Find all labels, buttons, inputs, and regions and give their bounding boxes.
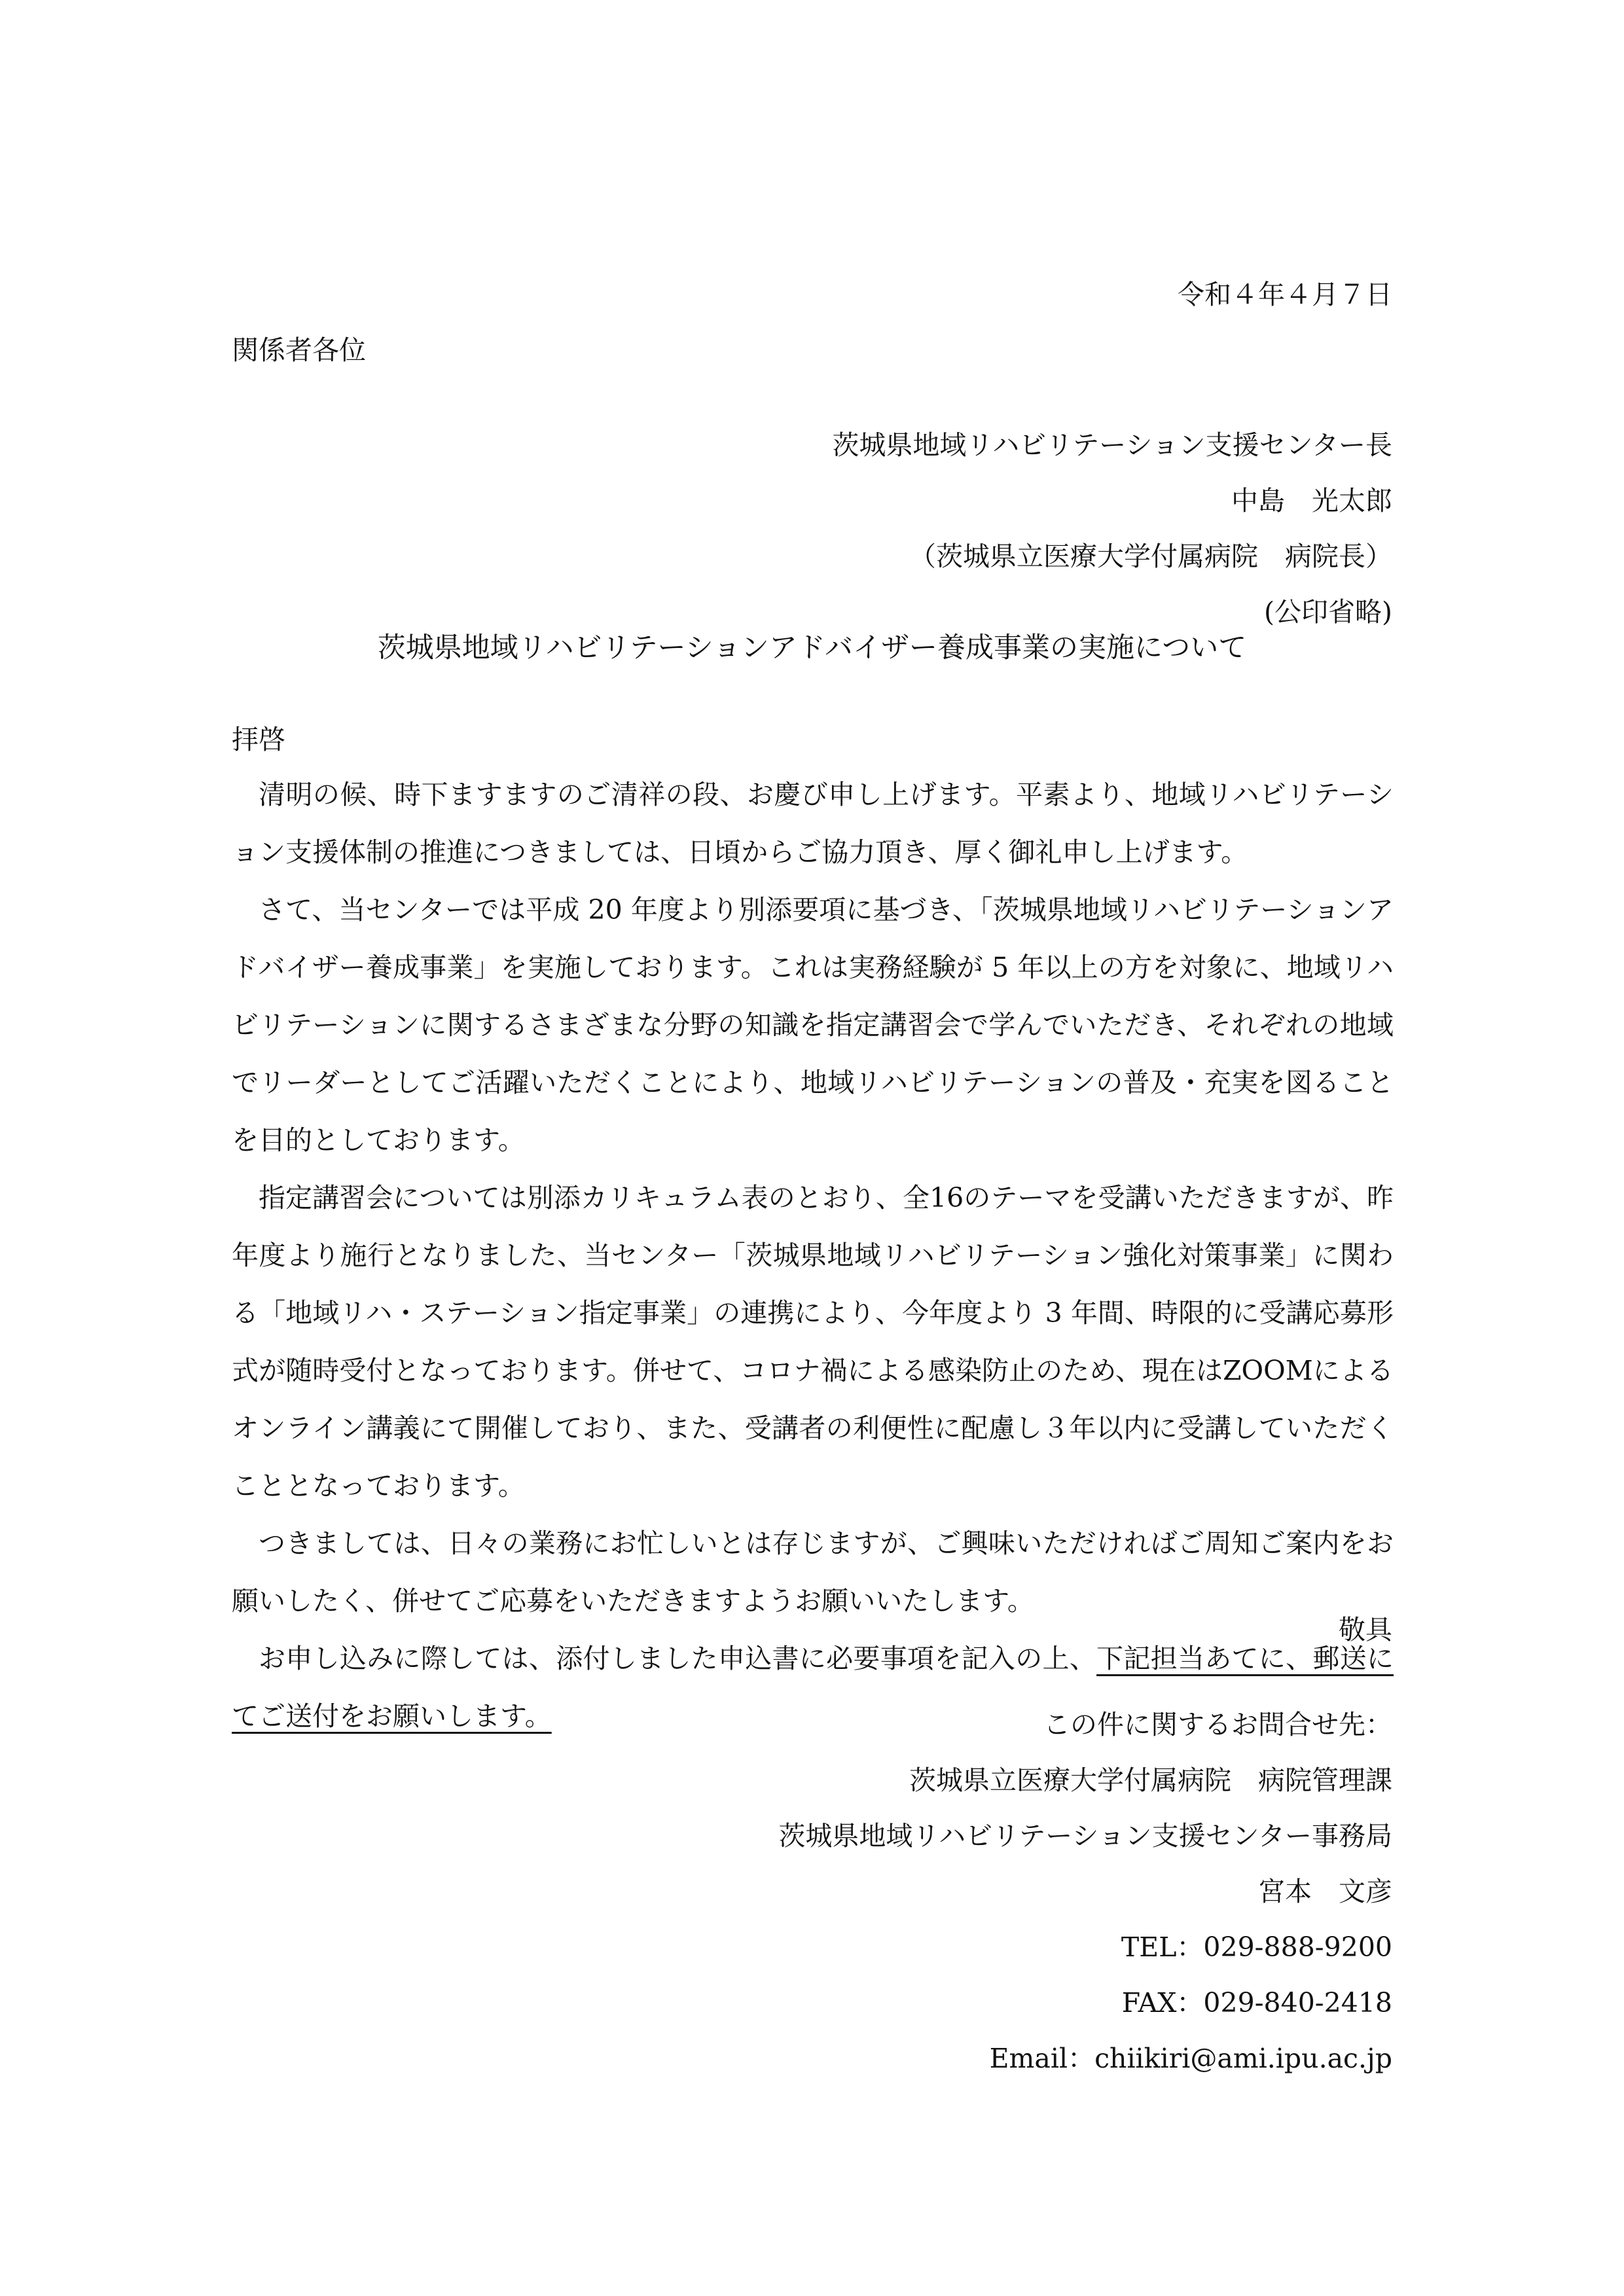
contact-department: 茨城県立医療大学付属病院 病院管理課 (909, 1765, 1392, 1796)
contact-fax: FAX：029-840-2418 (1121, 1987, 1392, 2018)
contact-heading: この件に関するお問合せ先： (1043, 1709, 1392, 1740)
sender-affiliation: （茨城県立医療大学付属病院 病院長） (909, 541, 1392, 572)
paragraph-4: つきましては、日々の業務にお忙しいとは存じますが、ご興味いただければご周知ご案内をお願いしたく、併せてご応募をいただきますようお願いいたします。 (232, 1528, 1394, 1617)
document-title: 茨城県地域リハビリテーションアドバイザー養成事業の実施について (377, 632, 1247, 664)
paragraph-3: 指定講習会については別添カリキュラム表のとおり、全16のテーマを受講いただきますが、昨年度より施行となりました、当センター「茨城県地域リハビリテーション強化対策事業」に関わる「地域リハ・ステーション指定事業」の連携により、今年度より 3 年間、時限的に受講応募形式が随時受付となっております。併せて、コロナ禍による感染防止のため、現在はZOOMによるオンライン講義にて開催しており、また、受講者の利便性に配慮し３年以内に受講していただくこととなっております。 (232, 1182, 1394, 1501)
sender-organization: 茨城県地域リハビリテーション支援センター長 (832, 429, 1392, 461)
paragraph-2: さて、当センターでは平成 20 年度より別添要項に基づき、「茨城県地域リハビリテーションアドバイザー養成事業」を実施しております。これは実務経験が 5 年以上の方を対象に、地域リハビリテーションに関するさまざまな分野の知識を指定講習会で学んでいただき、それぞれの地域でリーダーとしてご活躍いただくことにより、地域リハビリテーションの普及・充実を図ることを目的としております。 (232, 894, 1394, 1156)
opening-salutation: 拝啓 (232, 724, 285, 755)
contact-tel: TEL：029-888-9200 (1121, 1931, 1392, 1963)
contact-office: 茨城県地域リハビリテーション支援センター事務局 (778, 1820, 1392, 1852)
contact-person: 宮本 文彦 (1258, 1876, 1392, 1907)
closing: 敬具 (1339, 1614, 1392, 1645)
date: 令和４年４月７日 (1178, 279, 1392, 310)
body-text (232, 766, 1394, 1745)
contact-email: Email：chiikiri@ami.ipu.ac.jp (989, 2043, 1392, 2074)
sender-name: 中島 光太郎 (1231, 485, 1392, 516)
paragraph-5-underlined: 下記担当あてに、郵送にてご送付をお願いします。 (232, 1643, 1394, 1732)
paragraph-1: 清明の候、時下ますますのご清祥の段、お慶び申し上げます。平素より、地域リハビリテーション支援体制の推進につきましては、日頃からご協力頂き、厚く御礼申し上げます。 (232, 779, 1394, 868)
recipient: 関係者各位 (232, 334, 366, 366)
seal-note: (公印省略) (1264, 596, 1392, 628)
paragraph-5-lead: お申し込みに際しては、添付しました申込書に必要事項を記入の上、 (259, 1643, 1097, 1674)
